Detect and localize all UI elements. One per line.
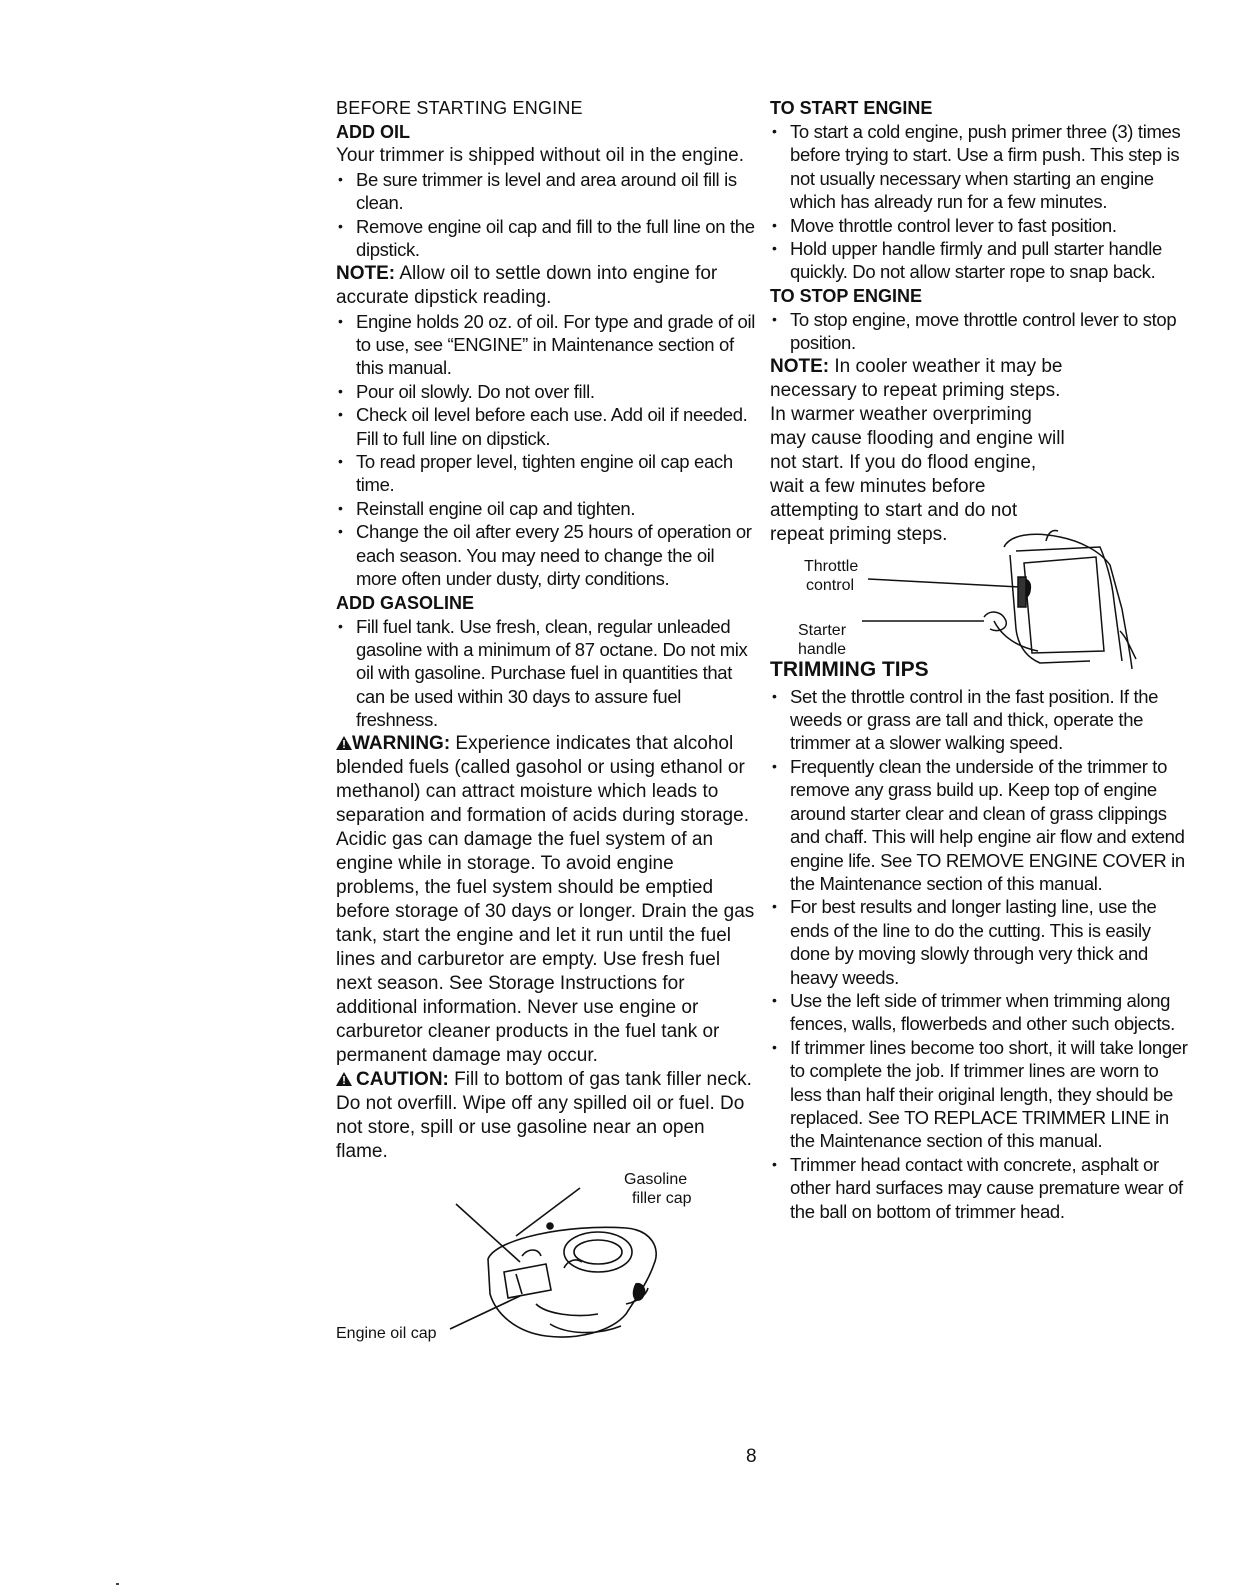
trimmer-handle-illustration: [770, 521, 1190, 671]
stop-engine-heading: TO STOP ENGINE: [770, 285, 923, 306]
list-item: • Change the oil after every 25 hours of operation or each season. You may need to change the oil more often under dusty, dirty conditions.: [336, 520, 756, 590]
oil-details-list: [336, 310, 756, 591]
list-item: • For best results and longer lasting line, use the ends of the line to do the cutting. This is easily done by moving slowly through very thick and heavy weeds.: [770, 895, 1190, 989]
throttle-label-line2: control: [806, 576, 855, 594]
caution-paragraph: [336, 1068, 756, 1164]
list-item: • Trimmer head contact with concrete, asphalt or other hard surfaces may cause premature wear of the ball on bottom of trimmer head.: [770, 1153, 1190, 1223]
list-item: • Check oil level before each use. Add oil if needed. Fill to full line on dipstick.: [336, 403, 756, 450]
warning-label: WARNING:: [336, 733, 450, 754]
list-item: • Pour oil slowly. Do not over fill.: [336, 380, 756, 403]
caution-text: Fill to bottom of gas tank filler neck. Do not overfill. Wipe off any spilled oil or fuel. Do not store, spill or use gasoline near an open flame.: [336, 1068, 752, 1162]
stop-note: [770, 355, 1190, 547]
starter-label-line2: handle: [798, 640, 847, 658]
start-engine-list: [770, 120, 1190, 284]
throttle-label-line1: Throttle: [804, 557, 859, 575]
add-oil-intro: Your trimmer is shipped without oil in the engine.: [336, 145, 745, 166]
list-item: • Move throttle control lever to fast position.: [770, 214, 1190, 237]
caution-label: CAUTION:: [336, 1069, 449, 1090]
warning-triangle-icon: [336, 736, 352, 750]
right-column: [770, 96, 1190, 1223]
list-item: • Frequently clean the underside of the trimmer to remove any grass build up. Keep top of engine around starter clear and clean of grass clippings and chaff. This will help engine air flow and extend engine life. See TO REMOVE ENGINE COVER in the Maintenance section of this manual.: [770, 755, 1190, 895]
gasoline-list: [336, 615, 756, 732]
note-text: Allow oil to settle down into engine for accurate dipstick reading.: [336, 262, 718, 308]
list-item: • Use the left side of trimmer when trimming along fences, walls, flowerbeds and other such objects.: [770, 989, 1190, 1036]
start-engine-heading: TO START ENGINE: [770, 98, 933, 118]
list-item: • Remove engine oil cap and fill to the full line on the dipstick.: [336, 215, 756, 262]
add-gasoline-heading: ADD GASOLINE: [336, 592, 475, 613]
note-text: In cooler weather it may be necessary to repeat priming steps. In warmer weather overpriming may cause flooding and engine will not start. If you do flood engine, wait a few minutes before attempting to start and do not repeat priming steps.: [770, 355, 1065, 545]
note-label: NOTE:: [770, 355, 830, 377]
note-label: NOTE:: [336, 262, 396, 284]
add-oil-list: [336, 168, 756, 262]
warning-text: Experience indicates that alcohol blended fuels (called gasohol or using ethanol or methanol) can attract moisture which leads to separation and formation of acids during storage. Acidic gas can damage the fuel system of an engine while in storage. To avoid engine problems, the fuel system should be emptied before storage of 30 days or longer. Drain the gas tank, start the engine and let it run until the fuel lines and carburetor are empty. Use fresh fuel next season. See Storage Instructions for additional information. Never use engine or carburetor cleaner products in the fuel tank or permanent damage may occur.: [336, 732, 755, 1066]
list-item: • Fill fuel tank. Use fresh, clean, regular unleaded gasoline with a minimum of 87 octane. Do not mix oil with gasoline. Purchase fuel in quantities that can be used within 30 days to assure fuel freshness.: [336, 615, 756, 732]
scan-speck: [116, 1583, 119, 1585]
list-item: • If trimmer lines become too short, it will take longer to complete the job. If trimmer lines are worn to less than half their original length, they should be replaced. See TO REPLACE TRIMMER LINE in the Maintenance section of this manual.: [770, 1036, 1190, 1153]
gasoline-label-line1: Gasoline: [624, 1170, 688, 1188]
list-item: • Hold upper handle firmly and pull starter handle quickly. Do not allow starter rope to snap back.: [770, 237, 1190, 284]
list-item: • Reinstall engine oil cap and tighten.: [336, 497, 756, 520]
warning-paragraph: [336, 732, 756, 1068]
list-item: • Set the throttle control in the fast position. If the weeds or grass are tall and thick, operate the trimmer at a slower walking speed.: [770, 685, 1190, 755]
trimming-tips-heading: TRIMMING TIPS: [770, 657, 929, 681]
list-item: • To stop engine, move throttle control lever to stop position.: [770, 308, 1190, 355]
engine-oil-cap-label: Engine oil cap: [336, 1324, 437, 1342]
starter-label-line1: Starter: [798, 621, 847, 639]
caution-triangle-icon: [336, 1072, 352, 1086]
list-item: • Be sure trimmer is level and area around oil fill is clean.: [336, 168, 756, 215]
engine-figure: [336, 1164, 756, 1349]
trimming-tips-list: [770, 685, 1190, 1223]
oil-note: [336, 262, 756, 310]
page-number: 8: [746, 1446, 757, 1467]
trimmer-handle-figure: [770, 521, 1190, 658]
list-item: • To start a cold engine, push primer three (3) times before trying to start. Use a firm push. This step is not usually necessary when starting an engine which has already run for a few minutes.: [770, 120, 1190, 214]
left-column: [336, 96, 756, 1349]
before-starting-heading: BEFORE STARTING ENGINE: [336, 98, 583, 118]
gasoline-label-line2: filler cap: [632, 1189, 692, 1207]
engine-illustration: [336, 1164, 756, 1349]
list-item: • Engine holds 20 oz. of oil. For type and grade of oil to use, see “ENGINE” in Maintenance section of this manual.: [336, 310, 756, 380]
list-item: • To read proper level, tighten engine oil cap each time.: [336, 450, 756, 497]
stop-engine-list: [770, 308, 1190, 355]
add-oil-heading: ADD OIL: [336, 122, 410, 142]
